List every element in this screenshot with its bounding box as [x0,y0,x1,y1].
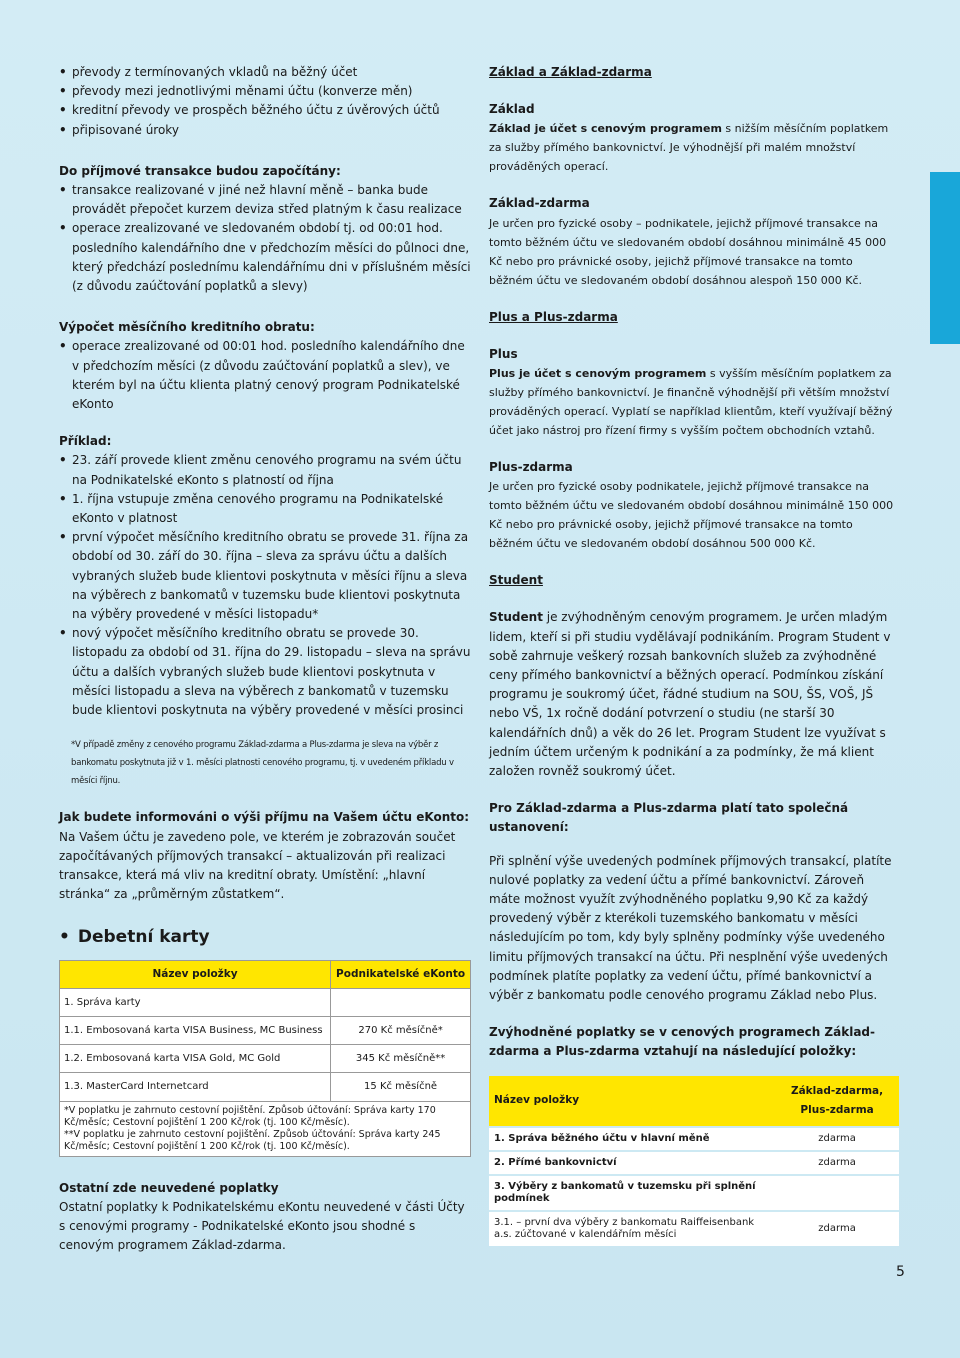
common-heading: Pro Základ-zdarma a Plus-zdarma platí tato společná ustanovení: [489,801,849,835]
plus-text: s vyšším měsíčním poplatkem za služby přímého bankovnictví. Je finančně výhodnější při větším množství prováděných operací. Vyplatí se například klientům, kteří využívají běžný účet jako nástroj pro řízení firmy s vyšším počtem obchodních vztahů. [489,367,893,438]
cards-table [59,960,471,1102]
table-cell: 1.3. MasterCard Internetcard [60,1073,331,1101]
cards-col-header: Název položky [60,960,331,988]
fees-col-header: Název položky [489,1076,775,1127]
table-cell: 1. Správa karty [60,988,331,1016]
example-heading: Příklad: [59,434,112,449]
table-cell: zdarma [775,1127,899,1151]
table-cell: zdarma [775,1151,899,1175]
list-item: • kreditní převody ve prospěch běžného účtu z úvěrových účtů [59,101,471,120]
list-item: • 23. září provede klient změnu cenového programu na svém účtu na Podnikatelské eKonto s platností od října [59,451,471,489]
table-row [60,1016,471,1044]
plus-title: Plus a Plus-zdarma [489,309,618,324]
cards-table-notes [59,1102,471,1157]
cards-note: **V poplatku je zahrnuto cestovní pojištění. Způsob účtování: Správa karty 245 Kč/měsíc; Cestovní pojištění 1 200 Kč/rok (tj. 100 Kč/měsíc). [64,1128,441,1152]
credit-heading: Výpočet měsíčního kreditního obratu: [59,320,315,335]
table-cell [775,1175,899,1211]
zaklad-subheading: Základ [489,102,535,117]
zaklad-zdarma-subheading: Základ-zdarma [489,196,590,211]
income-heading: Do příjmové transakce budou započítány: [59,163,341,178]
table-cell: 15 Kč měsíčně [331,1073,471,1101]
table-row [60,1073,471,1101]
list-item: • transakce realizované v jiné než hlavní měně – banka bude provádět přepočet kurzem deviza střed platným k času realizace [59,181,471,219]
plus-lead: Plus je účet s cenovým programem [489,367,707,381]
table-cell: 1. Správa běžného účtu v hlavní měně [489,1127,775,1151]
fees-table [489,1076,899,1246]
table-row [489,1211,899,1246]
table-cell: zdarma [775,1211,899,1246]
common-text: Při splnění výše uvedených podmínek příjmových transakcí, platíte nulové poplatky za vedení účtu a přímé bankovnictví. Zároveň máte možnost využít zvýhodněného poplatku 9,90 Kč za každý provedený výběr z kterékoli tuzemského bankomatu v měsíci následujícím po tom, kdy byly splněny podmínky výše uvedeného limitu příjmových transakcí na účtu. Při nesplnění výše uvedených podmínek platíte poplatky za vedení účtu, přímé bankovnictví a výběr z bankomatu podle cenového programu Základ nebo Plus. [489,853,892,1003]
cards-col-header: Podnikatelské eKonto [331,960,471,988]
plus-zdarma-subheading: Plus-zdarma [489,460,573,475]
fees-col-header: Základ-zdarma, Plus-zdarma [775,1076,899,1127]
list-top [59,63,471,140]
table-cell: 270 Kč měsíčně* [331,1016,471,1044]
inform-text: Na Vašem účtu je zavedeno pole, ve kterém je zobrazován součet započítávaných příjmových transakcí – aktualizován při realizaci transakce, která má vliv na kreditní obraty. Umístění: „hlavní stránka“ za „průměrným zůstatkem“. [59,829,456,902]
student-title: Student [489,573,543,588]
list-item: • převody z termínovaných vkladů na běžný účet [59,63,471,82]
table-row [489,1175,899,1211]
example-list [59,451,471,720]
zaklad-lead: Základ je účet s cenovým programem [489,122,722,136]
other-heading: Ostatní zde neuvedené poplatky [59,1180,279,1195]
table-cell: 2. Přímé bankovnictví [489,1151,775,1175]
zaklad-text: s nižším měsíčním poplatkem za služby přímého bankovnictví. Je výhodnější při malém množství prováděných operací. [489,122,889,174]
table-cell: 3. Výběry z bankomatů v tuzemsku při splnění podmínek [489,1175,775,1211]
list-item: • připisované úroky [59,121,471,140]
income-list [59,181,471,296]
page-number: 5 [896,1264,905,1280]
table-cell: 345 Kč měsíčně** [331,1045,471,1073]
plus-subheading: Plus [489,346,518,361]
side-tab-marker [930,172,960,344]
cards-heading: • Debetní karty [59,928,471,947]
table-cell: 3.1. – první dva výběry z bankomatu Raiffeisenbank a.s. zúčtované v kalendářním měsíci [489,1211,775,1246]
list-item: • první výpočet měsíčního kreditního obratu se provede 31. října za období od 30. září do 30. října – sleva za správu účtu a dalších vybraných služeb bude klientovi poskytnuta v měsíci říjnu a sleva na výběrech z bankomatů v tuzemsku bude klientovi poskytnuta na výběry provedené v měsíci listopadu* [59,528,471,624]
list-item: • operace zrealizované od 00:01 hod. posledního kalendářního dne v předchozím měsíci (z důvodu zaúčtování poplatků a slev), ve kterém byl na účtu klienta platný cenový program Podnikatelské eKonto [59,337,471,414]
table-row [60,1045,471,1073]
list-item: • nový výpočet měsíčního kreditního obratu se provede 30. listopadu za období od 31. října do 29. listopadu – sleva na správu účtu a dalších vybraných služeb bude klientovi poskytnuta v měsíci listopadu a sleva na výběrech z bankomatů v tuzemsku bude klientovi poskytnuta na výběry provedené v měsíci prosinci [59,624,471,720]
student-text: je zvýhodněným cenovým programem. Je určen mladým lidem, kteří si při studiu vydělávají podnikáním. Program Student v sobě zahrnuje veškerý rozsah bankovních služeb za zvýhodněné ceny přímého bankovnictví a běžných operací. Podmínkou získání programu je soukromý účet, řádné studium na SOU, ŠS, VOŠ, JŠ nebo VŠ, 1x ročně dodání potvrzení o studiu (ne starší 30 kalendářních dnů) a věk do 26 let. Program Student lze využívat s jedním účtem určeným k podnikání a za podmínky, že má klient založen rovněž soukromý účet. [489,610,891,779]
inform-heading: Jak budete informováni o výši příjmu na Vašem účtu eKonto: [59,810,470,825]
table-cell: 1.1. Embosovaná karta VISA Business, MC Business [60,1016,331,1044]
zaklad-paragraph [489,119,899,176]
fees-heading: Zvýhodněné poplatky se v cenových programech Základ-zdarma a Plus-zdarma vztahují na následující položky: [489,1025,875,1059]
example-footnote: *V případě změny z cenového programu Základ-zdarma a Plus-zdarma je sleva na výběr z bankomatu poskytnuta již v 1. měsíci platnosti cenového programu, tj. v uvedeném příkladu v měsíci říjnu. [71,740,454,787]
other-text: Ostatní poplatky k Podnikatelskému eKontu neuvedené v části Účty s cenovými programy - Podnikatelské eKonto jsou shodné s cenovým programem Základ-zdarma. [59,1199,465,1253]
credit-list [59,337,471,414]
table-cell [331,988,471,1016]
table-cell: 1.2. Embosovaná karta VISA Gold, MC Gold [60,1045,331,1073]
table-row [489,1127,899,1151]
zaklad-zdarma-text: Je určen pro fyzické osoby – podnikatele, jejichž příjmové transakce na tomto běžném účtu ve sledovaném období dosáhnou minimálně 45 000 Kč nebo pro právnické osoby, jejichž příjmové transakce na tomto běžném účtu ve sledovaném období dosáhnou alespoň 150 000 Kč. [489,216,887,287]
table-row [60,988,471,1016]
student-lead: Student [489,610,543,625]
zaklad-title: Základ a Základ-zdarma [489,65,652,79]
plus-paragraph [489,364,899,440]
right-column [489,63,899,1246]
list-item: • 1. října vstupuje změna cenového programu na Podnikatelské eKonto v platnost [59,490,471,528]
table-row [489,1151,899,1175]
cards-note: *V poplatku je zahrnuto cestovní pojištění. Způsob účtování: Správa karty 170 Kč/měsíc; Cestovní pojištění 1 200 Kč/rok (tj. 100 Kč/měsíc). [64,1104,436,1128]
list-item: • operace zrealizované ve sledovaném období tj. od 00:01 hod. posledního kalendářního dne v předchozím měsíci do půlnoci dne, který předchází poslednímu kalendářnímu dni v příslušném měsíci (z důvodu zaúčtování poplatků a slevy) [59,219,471,296]
list-item: • převody mezi jednotlivými měnami účtu (konverze měn) [59,82,471,101]
left-column [59,63,471,1255]
student-paragraph [489,608,899,781]
plus-zdarma-text: Je určen pro fyzické osoby podnikatele, jejichž příjmové transakce na tomto běžném účtu ve sledovaném období dosáhnou minimálně 150 000 Kč nebo pro právnické osoby, jejichž příjmové transakce na tomto běžném účtu ve sledovaném období dosáhnou 500 000 Kč. [489,480,894,551]
